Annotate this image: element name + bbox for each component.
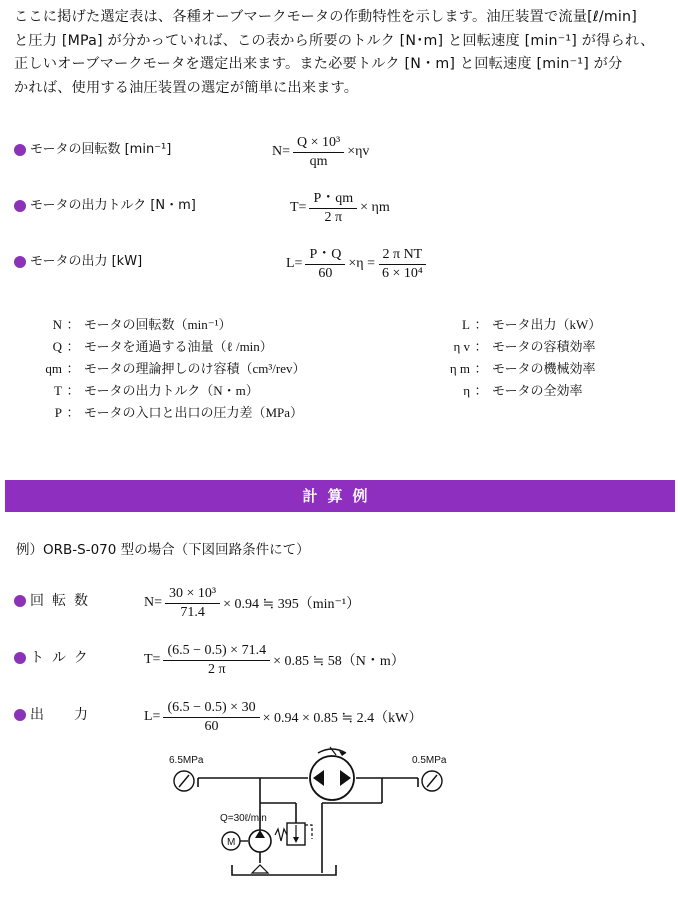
intro-line-3: 正しいオーブマークモータを選定出来ます。また必要トルク [N・m] と回転速度 [min⁻¹] が分: [14, 56, 623, 72]
bullet-icon: [14, 200, 26, 212]
intro-line-2: と圧力 [MPa] が分かっていれば、この表から所要のトルク [N･m] と回転速度 [min⁻¹] が得られ、: [14, 32, 655, 49]
denominator: 2 π: [207, 661, 226, 677]
legend-item: [428, 380, 582, 402]
formula-lhs: T=: [290, 200, 307, 215]
legend-symbol: η: [463, 383, 470, 398]
fraction-2: [378, 247, 427, 282]
denominator: qm: [309, 153, 328, 169]
formula-expression: [286, 244, 430, 284]
formula-output-torque: [14, 188, 664, 228]
formula-rotation-speed: [14, 132, 664, 172]
formula-label: モータの出力トルク [N・m]: [30, 198, 196, 213]
calc-label: 出力: [30, 707, 118, 723]
calc-lhs: L=: [144, 709, 161, 724]
legend-colon: ：: [474, 361, 488, 376]
legend-description: モータの入口と出口の圧力差（MPa）: [84, 405, 304, 420]
denominator: 71.4: [180, 604, 205, 620]
legend-description: モータの全効率: [492, 383, 583, 398]
numerator: Q × 10³: [293, 135, 344, 153]
flow-label: Q=30ℓ/min: [220, 813, 267, 824]
legend-item: [20, 402, 303, 424]
calc-tail: × 0.94 × 0.85 ≒ 2.4（kW）: [262, 711, 423, 726]
calc-lhs: N=: [144, 595, 163, 610]
calc-tail: × 0.94 ≒ 395（min⁻¹）: [223, 597, 361, 612]
numerator: P・Q: [305, 247, 345, 265]
intro-paragraph: [14, 6, 670, 100]
legend-symbol: T: [54, 383, 62, 398]
intro-line-1: ここに掲げた選定表は、各種オーブマークモータの作動特性を示します。油圧装置で流量[ℓ/min]: [14, 9, 637, 25]
legend-item: [20, 358, 305, 380]
legend-colon: ：: [474, 383, 488, 398]
electric-motor-label: M: [227, 837, 236, 848]
numerator: (6.5 − 0.5) × 71.4: [163, 643, 270, 661]
legend-symbol: η v: [453, 339, 470, 354]
fraction: [309, 191, 357, 226]
denominator: 60: [204, 718, 219, 734]
legend-description: モータの回転数（min⁻¹）: [84, 317, 232, 332]
denominator-2: 6 × 10⁴: [381, 265, 423, 281]
legend-description: モータの機械効率: [492, 361, 596, 376]
hydraulic-circuit-diagram: [0, 745, 680, 897]
denominator: 2 π: [324, 209, 343, 225]
formula-label: モータの出力 [kW]: [30, 254, 143, 269]
formula-lhs: L=: [286, 256, 303, 271]
fraction: [163, 700, 259, 735]
fraction: [163, 643, 270, 678]
legend-item: [20, 314, 231, 336]
numerator: 30 × 10³: [165, 586, 220, 604]
intro-line-4: かれば、使用する油圧装置の選定が簡単に出来ます。: [14, 79, 359, 96]
denominator: 60: [318, 265, 333, 281]
legend-description: モータ出力（kW）: [492, 317, 602, 332]
legend-symbol: P: [54, 405, 62, 420]
fraction: [165, 586, 220, 621]
legend-item: [428, 358, 595, 380]
calc-expression: [144, 640, 405, 680]
calc-tail: × 0.85 ≒ 58（N・m）: [273, 654, 405, 669]
numerator: P・qm: [309, 191, 357, 209]
calc-rotation: [14, 583, 664, 623]
legend-item: [20, 380, 259, 402]
legend-colon: ：: [474, 339, 488, 354]
legend-item: [20, 336, 273, 358]
fraction: [305, 247, 345, 282]
legend-description: モータを通過する油量（ℓ /min）: [84, 339, 273, 354]
calc-lhs: T=: [144, 652, 161, 667]
relief-valve-icon: [275, 823, 312, 845]
numerator: (6.5 − 0.5) × 30: [163, 700, 259, 718]
bullet-icon: [14, 256, 26, 268]
legend-colon: ：: [474, 317, 488, 332]
bullet-icon: [14, 595, 26, 607]
calc-expression: [144, 697, 422, 737]
calc-torque: [14, 640, 664, 680]
calc-label: トルク: [30, 650, 96, 666]
calc-label: 回転数: [30, 593, 96, 609]
bullet-icon: [14, 144, 26, 156]
legend-description: モータの出力トルク（N・m）: [84, 383, 259, 398]
legend-colon: ：: [66, 383, 80, 398]
fraction: [293, 135, 344, 170]
formula-output-power: [14, 244, 664, 284]
right-pressure-label: 0.5MPa: [412, 755, 447, 766]
legend-symbol: qm: [45, 361, 62, 376]
legend-colon: ：: [66, 361, 80, 376]
formula-tail: × ηm: [360, 200, 390, 215]
formula-expression: [272, 132, 369, 172]
bullet-icon: [14, 652, 26, 664]
legend-colon: ：: [66, 339, 80, 354]
formula-tail: ×ηv: [347, 144, 370, 159]
bullet-icon: [14, 709, 26, 721]
calc-expression: [144, 583, 360, 623]
legend-symbol: L: [462, 317, 470, 332]
formula-lhs: N=: [272, 144, 291, 159]
legend-description: モータの理論押しのけ容積（cm³/rev）: [84, 361, 306, 376]
numerator-2: 2 π NT: [379, 247, 427, 265]
legend-item: [428, 336, 595, 358]
formula-mid: ×η =: [348, 256, 375, 271]
legend-description: モータの容積効率: [492, 339, 596, 354]
legend-symbol: Q: [52, 339, 62, 354]
legend-item: [428, 314, 601, 336]
calculation-example-banner: 計算例: [5, 480, 675, 512]
legend-symbol: N: [52, 317, 62, 332]
example-title: 例）ORB-S-070 型の場合（下図回路条件にて）: [16, 542, 310, 558]
formula-label: モータの回転数 [min⁻¹]: [30, 142, 172, 157]
calc-output: [14, 697, 664, 737]
formula-expression: [290, 188, 390, 228]
legend-symbol: η m: [449, 361, 470, 376]
legend-colon: ：: [66, 405, 80, 420]
legend-colon: ：: [66, 317, 80, 332]
left-pressure-label: 6.5MPa: [169, 755, 204, 766]
hydraulic-motor-icon: [310, 747, 354, 800]
hydraulic-pump-icon: [249, 830, 271, 852]
